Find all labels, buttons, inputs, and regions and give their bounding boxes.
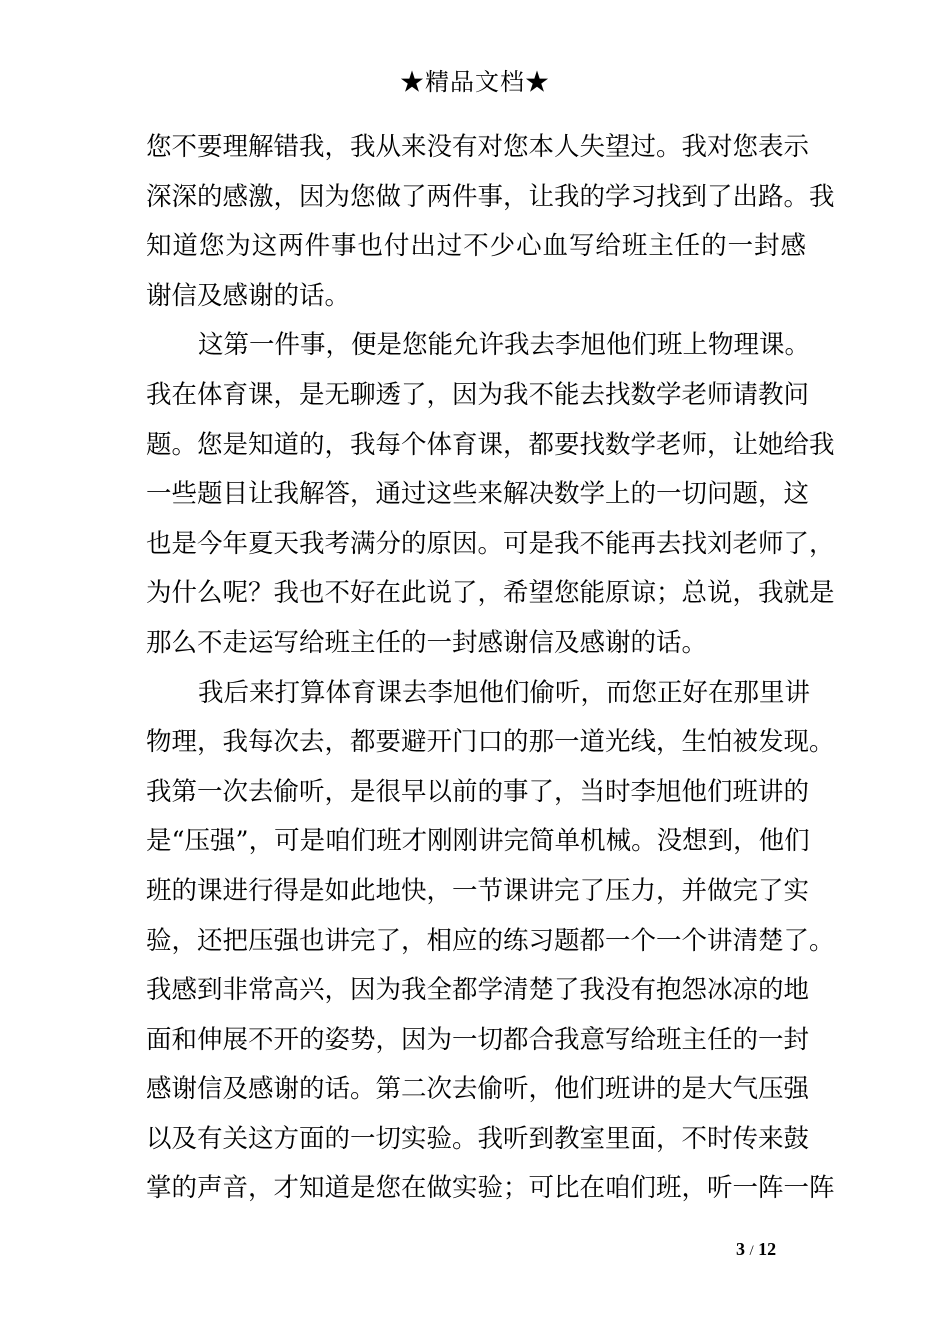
text-line: 物理，我每次去，都要避开门口的那一道光线，生怕被发现。 (146, 727, 835, 758)
paragraph (146, 669, 835, 1215)
text-line: 我后来打算体育课去李旭他们偷听，而您正好在那里讲 (198, 677, 811, 708)
text-line: 以及有关这方面的一切实验。我听到教室里面，不时传来鼓 (146, 1123, 810, 1154)
document-header-title: ★精品文档★ (400, 68, 550, 96)
text-line: 一些题目让我解答，通过这些来解决数学上的一切问题，这 (146, 479, 810, 510)
current-page: 3 (736, 1239, 745, 1259)
text-line: 验，还把压强也讲完了，相应的练习题都一个一个讲清楚了。 (146, 925, 835, 956)
text-line: 班的课进行得是如此地快，一节课讲完了压力，并做完了实 (146, 875, 810, 906)
text-line: 也是今年夏天我考满分的原因。可是我不能再去找刘老师了， (146, 528, 835, 559)
text-line: 我感到非常高兴，因为我全都学清楚了我没有抱怨冰凉的地 (146, 975, 810, 1006)
text-line: 这第一件事，便是您能允许我去李旭他们班上物理课。 (198, 330, 811, 361)
text-line: 掌的声音，才知道是您在做实验；可比在咱们班，听一阵一阵 (146, 1173, 835, 1204)
text-line: 为什么呢？我也不好在此说了，希望您能原谅；总说，我就是 (146, 578, 835, 609)
text-line: 深深的感激，因为您做了两件事，让我的学习找到了出路。我 (146, 181, 835, 212)
text-line: 我在体育课，是无聊透了，因为我不能去找数学老师请教问 (146, 379, 810, 410)
text-line: 谢信及感谢的话。 (146, 280, 351, 311)
text-line: 知道您为这两件事也付出过不少心血写给班主任的一封感 (146, 231, 806, 262)
text-line: 是“压强”，可是咱们班才刚刚讲完简单机械。没想到，他们 (146, 826, 810, 857)
text-line: 您不要理解错我，我从来没有对您本人失望过。我对您表示 (146, 132, 810, 162)
document-body (146, 123, 835, 1214)
page-number (736, 1238, 776, 1262)
text-line: 题。您是知道的，我每个体育课，都要找数学老师，让她给我 (146, 429, 835, 460)
text-line: 那么不走运写给班主任的一封感谢信及感谢的话。 (146, 627, 708, 658)
total-pages: 12 (758, 1239, 777, 1259)
text-line: 感谢信及感谢的话。第二次去偷听，他们班讲的是大气压强 (146, 1074, 810, 1105)
page-separator: / (749, 1243, 754, 1259)
paragraph (146, 123, 835, 321)
text-line: 我第一次去偷听，是很早以前的事了，当时李旭他们班讲的 (146, 776, 810, 807)
paragraph (146, 321, 835, 668)
text-line: 面和伸展不开的姿势，因为一切都合我意写给班主任的一封 (146, 1024, 810, 1055)
